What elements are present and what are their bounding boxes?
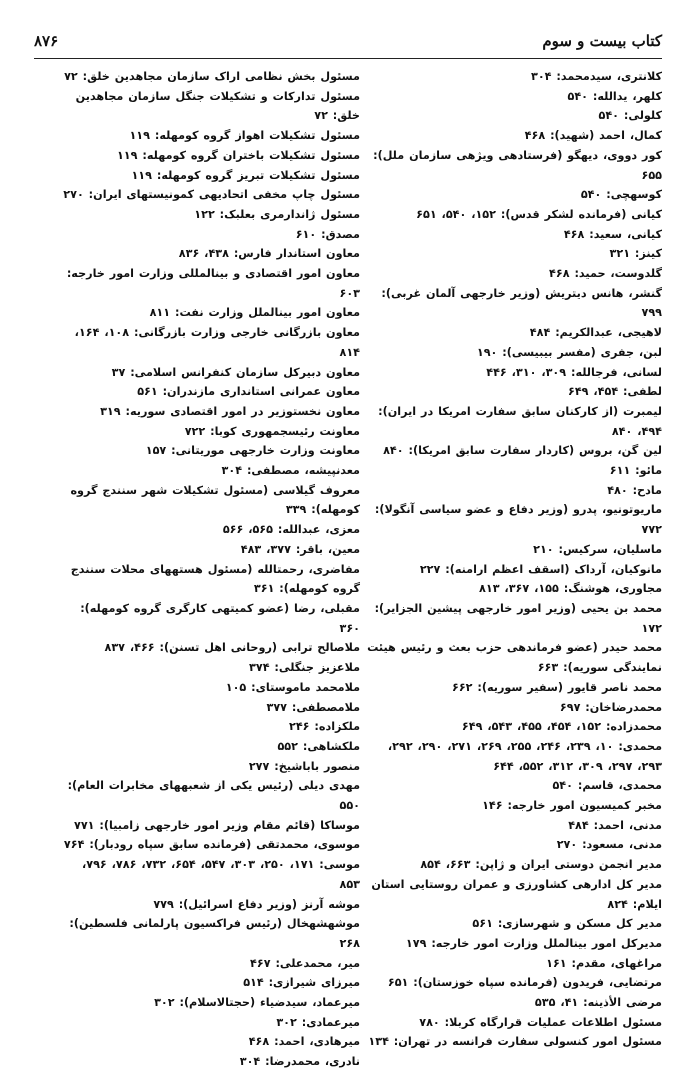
index-entry: کمال، احمد (شهید): ۴۶۸	[524, 129, 662, 143]
index-entry: میرزای شیرازی: ۵۱۴	[243, 976, 360, 990]
index-entry: منصور باباشیخ: ۲۷۷	[248, 759, 360, 773]
index-entry: مسئول تشکیلات اهواز گروه کومهله: ۱۱۹	[129, 129, 360, 143]
index-entry: مدیر انجمن دوستی ایران و ژاپن: ۶۶۳، ۸۵۴	[420, 858, 662, 872]
index-entry: موشه آرنز (وزیر دفاع اسرائیل): ۷۷۹	[153, 897, 360, 911]
index-entry: معاون بازرگانی خارجی وزارت بازرگانی: ۱۰۸، ۱۶۴، ۸۱۴	[74, 326, 360, 359]
index-entry: مرتضایی، فریدون (فرمانده سپاه خوزستان): ۶۵۱	[387, 976, 662, 990]
index-entry: مدنی، احمد: ۴۸۴	[568, 818, 662, 832]
index-entry: مانوکیان، آرداک (اسقف اعظم ارامنه): ۲۲۷	[419, 562, 662, 576]
index-entry: میر، محمدعلی: ۴۶۷	[250, 956, 360, 970]
index-entry: مسئول اطلاعات عملیات قرارگاه کربلا: ۷۸۰	[419, 1015, 662, 1029]
index-entry: گلدوست، حمید: ۴۶۸	[549, 267, 662, 281]
book-title: کتاب بیست و سوم	[542, 32, 662, 50]
index-entry: گنشر، هانس دیتریش (وزیر خارجهی آلمان غربی): ۷۹۹	[381, 286, 662, 320]
index-entry: معاونت رئیسجمهوری کوبا: ۷۲۲	[184, 424, 360, 438]
index-entry: مسئول ژاندارمری بعلبک: ۱۲۲	[194, 207, 360, 221]
index-entry: ملکشاهی: ۵۵۲	[277, 739, 360, 753]
index-entry: ملامحمد ماموستای: ۱۰۵	[225, 680, 360, 694]
index-entry: ماسلیان، سرکیس: ۲۱۰	[533, 542, 662, 556]
index-entry: مدیر کل مسکن و شهرسازی: ۵۶۱	[472, 917, 662, 931]
index-entry: میرهادی، احمد: ۴۶۸	[248, 1035, 360, 1049]
index-entry: کینز: ۳۲۱	[609, 247, 662, 261]
index-entry: لسانی، فرجالله: ۳۰۹، ۳۱۰، ۴۴۶	[486, 365, 662, 379]
index-column-left	[60, 67, 360, 1072]
index-entry: معاون عمرانی استانداری مازندران: ۵۶۱	[137, 385, 360, 399]
index-entry: کیانی (فرمانده لشکر قدس): ۱۵۲، ۵۴۰، ۶۵۱	[416, 207, 662, 221]
index-entry: مرضی الأذینه: ۴۱، ۵۳۵	[534, 996, 662, 1010]
index-entry: نادری، محمدرضا: ۳۰۴	[239, 1055, 360, 1069]
index-entry: موساکا (قائم مقام وزیر امور خارجهی زامبیا): ۷۷۱	[74, 818, 360, 832]
index-entry: معاون نخستوزیر در امور اقتصادی سوریه: ۳۱۹	[100, 404, 360, 418]
index-entry: محمدرضاخان: ۶۹۷	[559, 700, 662, 714]
index-entry: کیانی، سعید: ۴۶۸	[563, 227, 662, 241]
index-entry: معدنپیشه، مصطفی: ۳۰۴	[221, 464, 360, 478]
index-entry: لیمبرت (از کارکنان سابق سفارت امریکا در ایران): ۴۹۴، ۸۴۰	[378, 404, 662, 438]
index-entry: لاهیجی، عبدالکریم: ۴۸۴	[529, 326, 662, 340]
index-entry: کور دووی، دیهگو (فرستادهی ویژهی سازمان ملل): ۶۵۵	[373, 148, 662, 182]
index-entry: مفاضری، رحمتالله (مسئول هستههای محلات سنندج گروه کومهله): ۳۶۱	[70, 562, 360, 596]
index-entry: موسوی، محمدتقی (فرمانده سابق سپاه رودبار): ۷۶۴	[63, 838, 360, 852]
index-entry: کوسهچی: ۵۴۰	[580, 188, 662, 202]
index-entry: میرعماد، سیدضیاء (حجتالاسلام): ۳۰۲	[154, 996, 360, 1010]
index-entry: معاون امور بینالملل وزارت نفت: ۸۱۱	[149, 306, 360, 320]
index-entry: مائو: ۶۱۱	[609, 464, 662, 478]
index-entry: معین، باقر: ۳۷۷، ۴۸۳	[240, 542, 360, 556]
index-entry: مدیر کل ادارهی کشاورزی و عمران روستایی استان ایلام: ۸۲۴	[371, 877, 662, 911]
index-entry: محمدی، قاسم: ۵۴۰	[552, 779, 662, 793]
index-entry: معروف گیلاسی (مسئول تشکیلات شهر سنندج گروه کومهله): ۳۳۹	[70, 483, 360, 517]
index-entry: محمد حیدر (عضو فرماندهی حزب بعث و رئیس هیئت نمایندگی سوریه): ۶۶۳	[367, 641, 662, 675]
index-entry: محمدزاده: ۱۵۲، ۴۵۴، ۴۵۵، ۵۴۳، ۶۴۹	[461, 720, 662, 734]
index-entry: ملامصطفی: ۳۷۷	[266, 700, 360, 714]
page-number: ۸۷۶	[34, 32, 59, 50]
index-entry: کلولی: ۵۴۰	[598, 109, 662, 123]
index-entry: مجاوری، هوشنگ: ۱۵۵، ۳۶۷، ۸۱۳	[479, 582, 662, 596]
index-entry: مخبر کمیسیون امور خارجه: ۱۴۶	[482, 799, 662, 813]
index-entry: معاونت وزارت خارجهی موریتانی: ۱۵۷	[145, 444, 360, 458]
index-entry: ماریوتونیو، پدرو (وزیر دفاع و عضو سیاسی آنگولا): ۷۷۲	[374, 503, 662, 537]
index-entry: محمد بن یحیی (وزیر امور خارجهی پیشین الجزایر): ۱۷۲	[374, 601, 662, 635]
index-entry: مدنی، مسعود: ۲۷۰	[556, 838, 662, 852]
index-column-right	[362, 67, 662, 1052]
index-entry: محمدی: ۱۰، ۲۳۹، ۲۴۶، ۲۵۵، ۲۶۹، ۲۷۱، ۲۹۰، ۲۹۲، ۲۹۳، ۲۹۷، ۳۰۹، ۳۱۲، ۵۵۲، ۶۴۴	[387, 739, 662, 773]
index-entry: معاون استاندار فارس: ۴۳۸، ۸۳۶	[178, 247, 360, 261]
index-entry: موشهشهخال (رئیس فراکسیون پارلمانی فلسطین): ۲۶۸	[69, 917, 360, 950]
index-entry: مراغهای، مقدم: ۱۶۱	[546, 956, 662, 970]
index-entry: مقبلی، رضا (عضو کمیتهی کارگری گروه کومهله): ۳۶۰	[80, 601, 360, 635]
index-entry: مدیرکل امور بینالملل وزارت امور خارجه: ۱۷۹	[405, 936, 662, 950]
index-entry: مسئول تشکیلات باختران گروه کومهله: ۱۱۹	[116, 148, 360, 162]
index-entry: کلهر، یدالله: ۵۴۰	[567, 89, 662, 103]
index-entry: مصدق: ۶۱۰	[295, 227, 360, 241]
index-entry: ملکزاده: ۲۴۶	[288, 720, 360, 734]
index-entry: مادح: ۴۸۰	[607, 483, 662, 497]
index-entry: مهدی دیلی (رئیس یکی از شعبههای مخابرات العام): ۵۵۰	[67, 779, 360, 813]
index-entry: ملاصالح ترابی (روحانی اهل تسنن): ۴۶۶، ۸۳۷	[104, 641, 360, 655]
index-entry: مسئول چاپ مخفی اتحادیهی کمونیستهای ایران: ۲۷۰	[63, 188, 360, 202]
index-entry: معزی، عبدالله: ۵۶۵، ۵۶۶	[222, 523, 360, 537]
index-entry: لین گن، بروس (کاردار سفارت سابق امریکا): ۸۴۰	[383, 444, 662, 458]
page-header	[34, 30, 662, 56]
index-entry: کلانتری، سیدمحمد: ۳۰۴	[531, 70, 662, 83]
index-entry: مسئول بخش نظامی اراک سازمان مجاهدین خلق: ۷۲	[64, 70, 360, 83]
index-entry: مسئول تدارکات و تشکیلات جنگل سازمان مجاهدین خلق: ۷۲	[75, 89, 360, 123]
index-entry: میرعمادی: ۳۰۲	[276, 1015, 360, 1029]
index-entry: لطفی: ۴۵۴، ۶۴۹	[568, 385, 662, 399]
index-entry: مسئول امور کنسولی سفارت فرانسه در تهران: ۱۳۴	[368, 1035, 662, 1049]
index-entry: مسئول تشکیلات تبریز گروه کومهله: ۱۱۹	[131, 168, 360, 182]
index-entry: ملاعزیز جنگلی: ۳۷۴	[249, 661, 360, 675]
index-entry: محمد ناصر قایور (سفیر سوریه): ۶۶۲	[451, 680, 662, 694]
index-entry: لبن، جفری (مفسر بیبیسی): ۱۹۰	[476, 345, 662, 359]
index-entry: موسی: ۱۷۱، ۲۵۰، ۳۰۳، ۵۴۷، ۶۵۴، ۷۳۲، ۷۸۶، ۷۹۶، ۸۵۳	[82, 858, 360, 891]
index-entry: معاون امور اقتصادی و بینالمللی وزارت امور خارجه: ۶۰۳	[66, 267, 360, 300]
index-entry: معاون دبیرکل سازمان کنفرانس اسلامی: ۳۷	[111, 365, 360, 379]
header-rule	[34, 58, 662, 59]
